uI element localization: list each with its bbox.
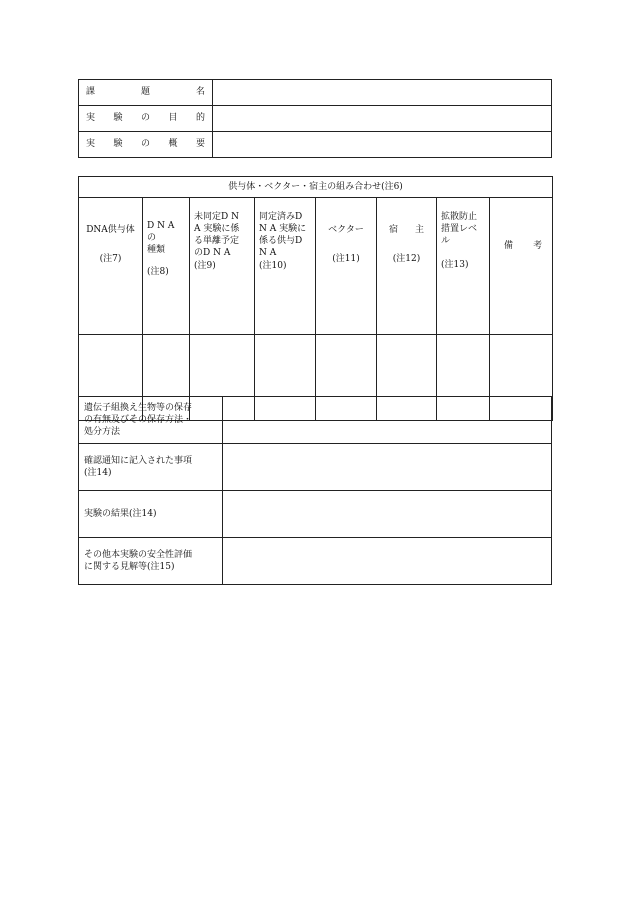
header-line: DNA供与体: [86, 225, 135, 235]
storage-method-field[interactable]: [223, 397, 552, 444]
combination-header: 供与体・ベクター・宿主の組み合わせ(注6): [79, 177, 553, 198]
header-line: 種類: [147, 245, 166, 256]
header-line: のD N A: [194, 248, 231, 259]
header-line: 同定済みD: [259, 212, 303, 222]
containment-level-header: [437, 198, 490, 335]
safety-evaluation-field[interactable]: [223, 538, 552, 585]
dna-donor-header: [79, 198, 143, 335]
note-ref: (注9): [194, 260, 216, 271]
vector-header: [316, 198, 377, 335]
note-ref: (注10): [259, 260, 287, 271]
header-line: N A 実験に: [259, 224, 307, 235]
header-line: N A: [259, 248, 277, 259]
dna-type-header: [143, 198, 190, 335]
label-char: の: [140, 113, 150, 124]
experiment-purpose-label: [79, 106, 213, 132]
experiment-summary-field[interactable]: [213, 132, 552, 158]
label-char: 験: [113, 139, 123, 150]
header-line: ル: [441, 236, 451, 247]
label-line: に関する見解等(注15): [84, 562, 175, 572]
label-line: 遺伝子組換え生物等の保存: [84, 402, 193, 413]
note-ref: (注7): [99, 254, 122, 265]
header-line: 拡散防止: [441, 212, 478, 222]
table-row: [79, 397, 552, 444]
header-line: ベクター: [328, 225, 364, 235]
confirmation-items-field[interactable]: [223, 444, 552, 491]
experiment-overview-table: [78, 79, 552, 158]
header-line: 措置レベ: [441, 224, 478, 235]
experiment-results-label: [79, 491, 223, 538]
table-row: [79, 132, 552, 158]
column-header-row: [79, 198, 553, 335]
note-ref: (注11): [332, 254, 360, 265]
storage-method-label: [79, 397, 223, 444]
label-char: 要: [195, 139, 205, 150]
experiment-results-field[interactable]: [223, 491, 552, 538]
label-line: 実験の結果(注14): [84, 508, 157, 519]
note-ref: (注12): [392, 254, 421, 265]
label-line: 処分方法: [84, 427, 121, 438]
experiment-purpose-field[interactable]: [213, 106, 552, 132]
label-char: 験: [113, 113, 123, 124]
label-line: (注14): [84, 468, 112, 478]
safety-evaluation-label: [79, 538, 223, 585]
note-ref: (注13): [441, 260, 469, 271]
table-row: [79, 538, 552, 585]
subject-name-label: [79, 80, 213, 106]
confirmation-items-label: [79, 444, 223, 491]
label-char: 的: [195, 113, 205, 124]
table-row: [79, 80, 552, 106]
header-char: 宿: [389, 225, 399, 235]
table-row: [79, 106, 552, 132]
remarks-header: [490, 198, 553, 335]
host-header: [377, 198, 437, 335]
label-line: その他本実験の安全性評価: [84, 549, 193, 560]
header-line: る単離予定: [194, 236, 240, 247]
label-char: 課: [86, 87, 96, 98]
label-char: 概: [168, 139, 178, 150]
label-char: 題: [140, 87, 150, 98]
storage-results-table: [78, 396, 552, 585]
unidentified-dna-header: [190, 198, 255, 335]
table-row: [79, 444, 552, 491]
subject-name-field[interactable]: [213, 80, 552, 106]
label-char: 名: [195, 87, 205, 98]
header-char: 考: [533, 241, 543, 251]
label-line: の有無及びその保存方法・: [84, 414, 193, 425]
header-line: 未同定D N: [194, 212, 239, 222]
header-line: D N A の: [147, 221, 175, 244]
label-char: 実: [86, 139, 96, 150]
header-char: 備: [504, 241, 514, 251]
header-line: 係る供与D: [259, 236, 303, 247]
label-char: 実: [86, 113, 96, 124]
header-char: 主: [414, 225, 424, 235]
identified-dna-header: [255, 198, 316, 335]
table-row: [79, 491, 552, 538]
label-char: 目: [168, 113, 178, 124]
label-char: の: [140, 139, 150, 150]
label-line: 確認通知に記入された事項: [84, 455, 193, 466]
header-line: A 実験に係: [194, 224, 240, 235]
experiment-summary-label: [79, 132, 213, 158]
table-header-row: [79, 177, 553, 198]
donor-vector-host-table: [78, 176, 553, 421]
note-ref: (注8): [147, 267, 169, 278]
